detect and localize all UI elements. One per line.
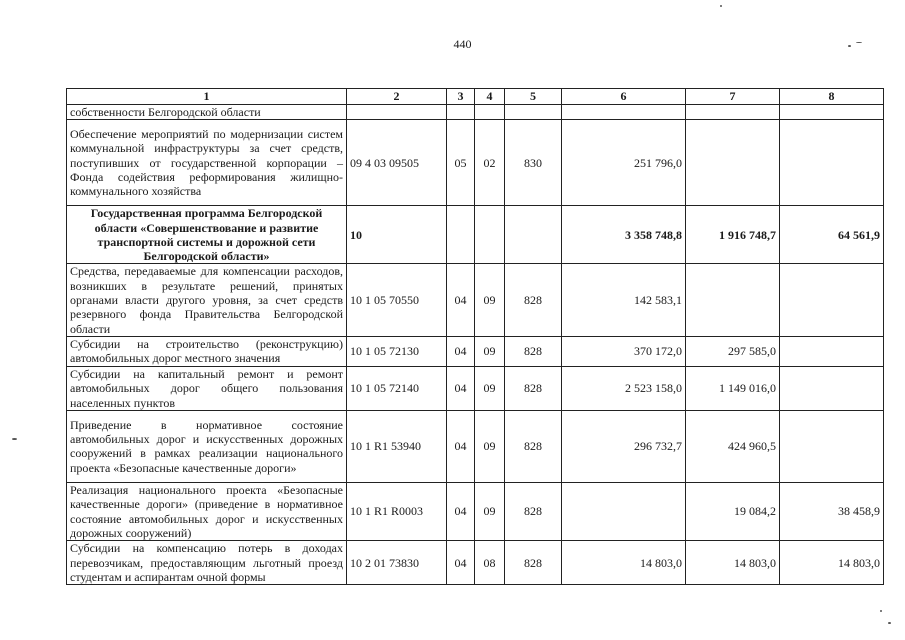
table-row bbox=[67, 366, 884, 410]
row-subsection: 09 bbox=[475, 410, 505, 482]
table-row bbox=[67, 120, 884, 206]
row-expense-type bbox=[505, 105, 562, 120]
row-amount-col6: 3 358 748,8 bbox=[562, 206, 686, 264]
row-amount-col7: 1 149 016,0 bbox=[686, 366, 780, 410]
row-amount-col7: 14 803,0 bbox=[686, 541, 780, 585]
budget-table bbox=[66, 88, 884, 585]
row-subsection: 09 bbox=[475, 366, 505, 410]
row-amount-col8 bbox=[780, 410, 884, 482]
row-amount-col7: 1 916 748,7 bbox=[686, 206, 780, 264]
column-header: 2 bbox=[347, 89, 447, 105]
row-amount-col7 bbox=[686, 105, 780, 120]
row-subsection: 08 bbox=[475, 541, 505, 585]
row-section bbox=[447, 105, 475, 120]
row-description: Субсидии на компенсацию потерь в доходах перевозчикам, предоставляющим льготный проезд студентам и аспирантам очной формы bbox=[67, 541, 347, 585]
row-amount-col8 bbox=[780, 120, 884, 206]
row-code: 10 1 05 70550 bbox=[347, 264, 447, 336]
column-header: 1 bbox=[67, 89, 347, 105]
row-amount-col6: 2 523 158,0 bbox=[562, 366, 686, 410]
row-amount-col8 bbox=[780, 264, 884, 336]
row-description: Субсидии на капитальный ремонт и ремонт автомобильных дорог общего пользования населенных пунктов bbox=[67, 366, 347, 410]
row-amount-col7 bbox=[686, 264, 780, 336]
row-section: 05 bbox=[447, 120, 475, 206]
column-header: 4 bbox=[475, 89, 505, 105]
scan-speck bbox=[856, 42, 862, 43]
row-amount-col7 bbox=[686, 120, 780, 206]
row-description: Субсидии на строительство (реконструкцию) автомобильных дорог местного значения bbox=[67, 336, 347, 366]
row-code: 10 1 05 72130 bbox=[347, 336, 447, 366]
row-code: 10 bbox=[347, 206, 447, 264]
page-number: 440 bbox=[453, 37, 472, 51]
row-expense-type: 828 bbox=[505, 482, 562, 540]
table-row bbox=[67, 206, 884, 264]
scan-speck bbox=[888, 622, 891, 624]
row-amount-col8 bbox=[780, 366, 884, 410]
scan-speck bbox=[12, 438, 17, 440]
column-header: 5 bbox=[505, 89, 562, 105]
row-amount-col7: 297 585,0 bbox=[686, 336, 780, 366]
scan-speck bbox=[720, 5, 722, 7]
row-amount-col8: 64 561,9 bbox=[780, 206, 884, 264]
row-section bbox=[447, 206, 475, 264]
row-amount-col6: 370 172,0 bbox=[562, 336, 686, 366]
row-amount-col8: 38 458,9 bbox=[780, 482, 884, 540]
row-expense-type: 828 bbox=[505, 264, 562, 336]
scan-speck bbox=[848, 45, 851, 47]
row-amount-col8: 14 803,0 bbox=[780, 541, 884, 585]
row-subsection: 09 bbox=[475, 482, 505, 540]
row-amount-col6: 14 803,0 bbox=[562, 541, 686, 585]
row-amount-col6: 142 583,1 bbox=[562, 264, 686, 336]
row-section: 04 bbox=[447, 410, 475, 482]
column-header: 7 bbox=[686, 89, 780, 105]
row-amount-col6 bbox=[562, 105, 686, 120]
row-amount-col6: 251 796,0 bbox=[562, 120, 686, 206]
row-description: Реализация национального проекта «Безопасные качественные дороги» (приведение в нормативное состояние автомобильных дорог и искусственных дорожных сооружений) bbox=[67, 482, 347, 540]
row-code bbox=[347, 105, 447, 120]
row-description: собственности Белгородской области bbox=[67, 105, 347, 120]
table-header-row bbox=[67, 89, 884, 105]
column-header: 6 bbox=[562, 89, 686, 105]
row-expense-type bbox=[505, 206, 562, 264]
row-expense-type: 828 bbox=[505, 410, 562, 482]
row-amount-col6 bbox=[562, 482, 686, 540]
row-description: Приведение в нормативное состояние автомобильных дорог и искусственных дорожных сооружений в рамках реализации национального проекта «Безопасные качественные дороги» bbox=[67, 410, 347, 482]
table-row bbox=[67, 410, 884, 482]
row-subsection: 09 bbox=[475, 264, 505, 336]
row-subsection bbox=[475, 105, 505, 120]
row-amount-col8 bbox=[780, 336, 884, 366]
table-row bbox=[67, 482, 884, 540]
row-expense-type: 828 bbox=[505, 541, 562, 585]
row-subsection bbox=[475, 206, 505, 264]
table-row bbox=[67, 264, 884, 336]
table-row bbox=[67, 541, 884, 585]
row-code: 10 1 05 72140 bbox=[347, 366, 447, 410]
row-expense-type: 828 bbox=[505, 336, 562, 366]
row-section: 04 bbox=[447, 336, 475, 366]
row-expense-type: 828 bbox=[505, 366, 562, 410]
row-description: Обеспечение мероприятий по модернизации систем коммунальной инфраструктуры за счет средств, поступивших от государственной корпорации – Фонда содействия реформирования жилищно-коммунального хозяйства bbox=[67, 120, 347, 206]
row-description: Средства, передаваемые для компенсации расходов, возникших в результате решений, принятых органами власти другого уровня, за счет средств резервного фонда Правительства Белгородской области bbox=[67, 264, 347, 336]
table-row bbox=[67, 336, 884, 366]
column-header: 3 bbox=[447, 89, 475, 105]
row-amount-col8 bbox=[780, 105, 884, 120]
row-section: 04 bbox=[447, 264, 475, 336]
row-description: Государственная программа Белгородской области «Совершенствование и развитие транспортной системы и дорожной сети Белгородской области» bbox=[67, 206, 347, 264]
row-code: 10 1 R1 53940 bbox=[347, 410, 447, 482]
table-row bbox=[67, 105, 884, 120]
scan-speck bbox=[880, 610, 882, 612]
column-header: 8 bbox=[780, 89, 884, 105]
row-code: 10 2 01 73830 bbox=[347, 541, 447, 585]
row-code: 10 1 R1 R0003 bbox=[347, 482, 447, 540]
row-code: 09 4 03 09505 bbox=[347, 120, 447, 206]
row-subsection: 09 bbox=[475, 336, 505, 366]
row-section: 04 bbox=[447, 541, 475, 585]
row-amount-col6: 296 732,7 bbox=[562, 410, 686, 482]
row-amount-col7: 19 084,2 bbox=[686, 482, 780, 540]
row-section: 04 bbox=[447, 366, 475, 410]
row-section: 04 bbox=[447, 482, 475, 540]
row-subsection: 02 bbox=[475, 120, 505, 206]
row-amount-col7: 424 960,5 bbox=[686, 410, 780, 482]
row-expense-type: 830 bbox=[505, 120, 562, 206]
